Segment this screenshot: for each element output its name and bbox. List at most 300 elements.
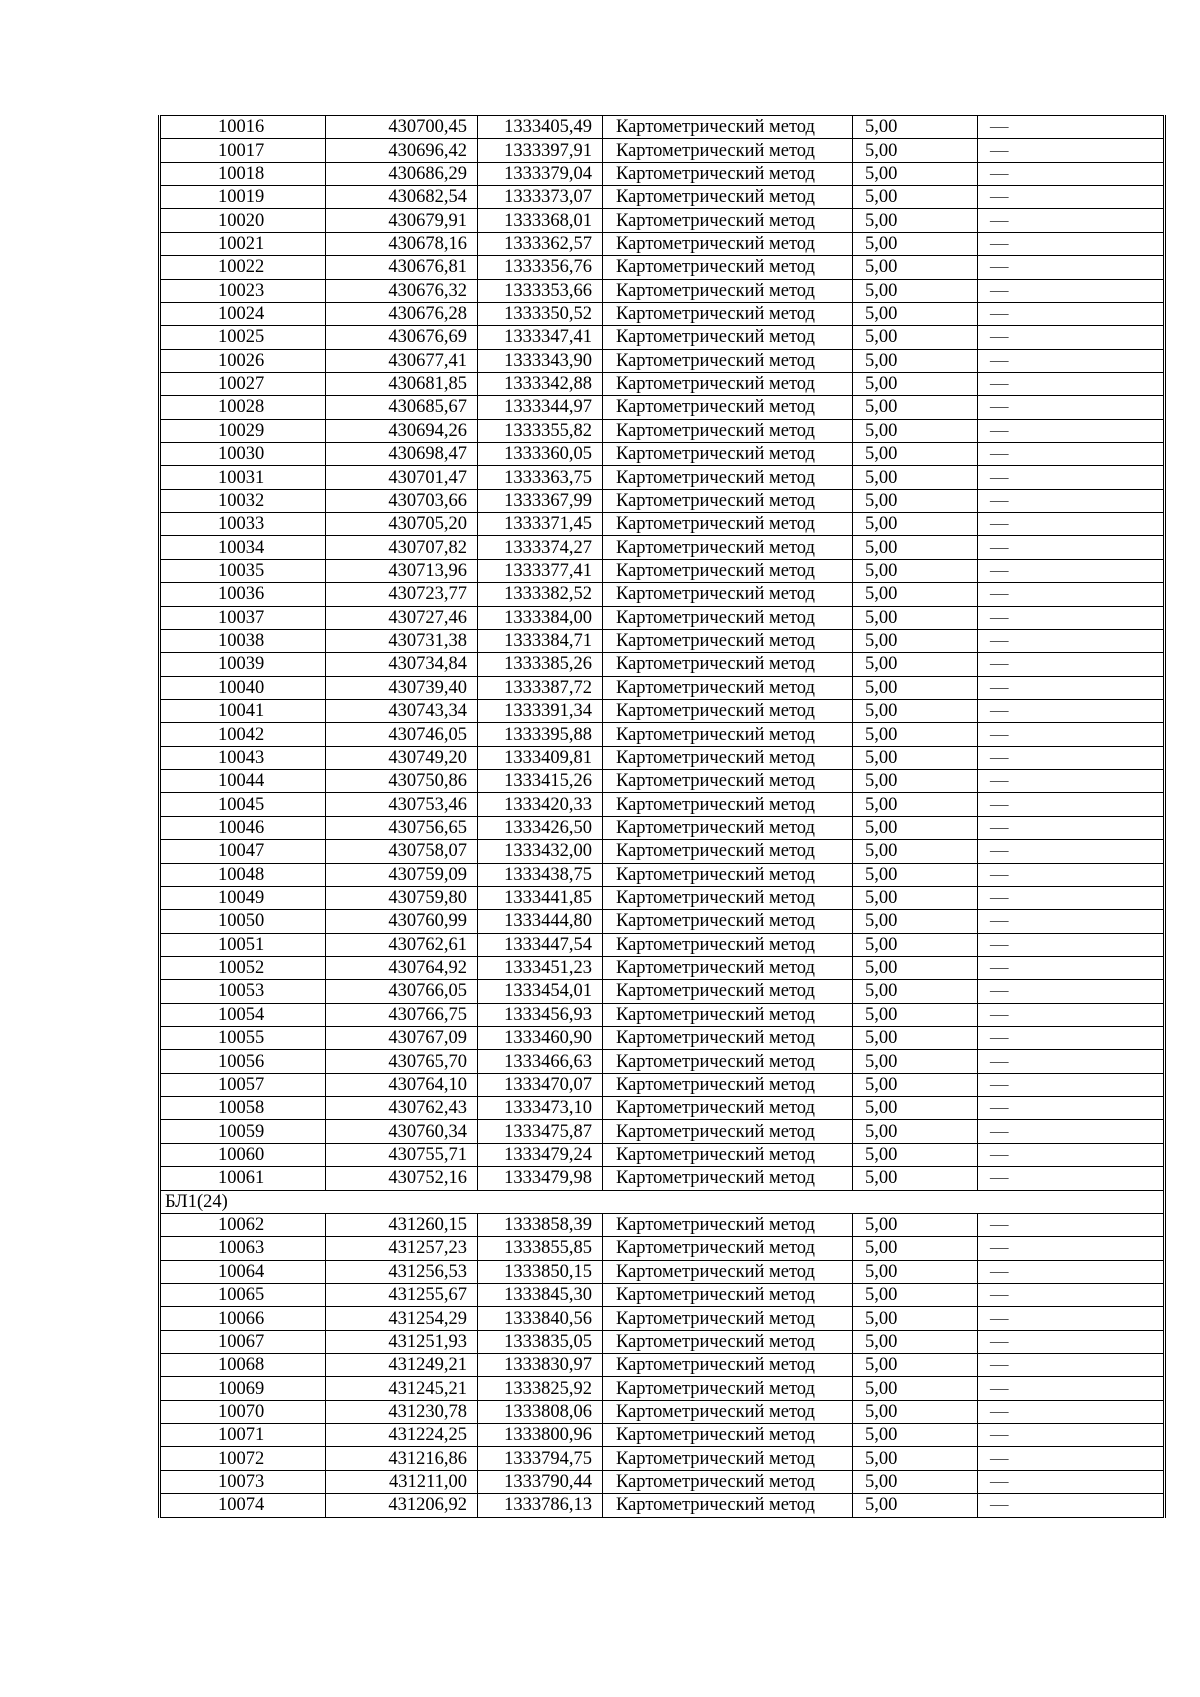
accuracy-cell: 5,00 [853,1050,978,1073]
method-cell: Картометрический метод [603,349,853,372]
y-coordinate-cell: 1333382,52 [478,583,603,606]
table-row [160,139,1165,162]
method-cell: Картометрический метод [603,1470,853,1493]
method-cell: Картометрический метод [603,162,853,185]
point-number-cell: 10062 [160,1213,326,1236]
table-row [160,933,1165,956]
section-title: БЛ1(24) [160,1190,1165,1213]
y-coordinate-cell: 1333855,85 [478,1237,603,1260]
point-number-cell: 10016 [160,116,326,139]
x-coordinate-cell: 430713,96 [326,559,478,582]
x-coordinate-cell: 430731,38 [326,629,478,652]
x-coordinate-cell: 430755,71 [326,1143,478,1166]
x-coordinate-cell: 430767,09 [326,1027,478,1050]
table-row [160,746,1165,769]
description-cell: — [978,1307,1165,1330]
description-cell: — [978,793,1165,816]
table-row [160,980,1165,1003]
y-coordinate-cell: 1333479,98 [478,1167,603,1190]
description-cell: — [978,840,1165,863]
y-coordinate-cell: 1333344,97 [478,396,603,419]
y-coordinate-cell: 1333347,41 [478,326,603,349]
y-coordinate-cell: 1333786,13 [478,1494,603,1517]
description-cell: — [978,419,1165,442]
description-cell: — [978,583,1165,606]
method-cell: Картометрический метод [603,933,853,956]
table-row [160,956,1165,979]
table-row [160,886,1165,909]
accuracy-cell: 5,00 [853,840,978,863]
y-coordinate-cell: 1333371,45 [478,513,603,536]
x-coordinate-cell: 431245,21 [326,1377,478,1400]
point-number-cell: 10067 [160,1330,326,1353]
y-coordinate-cell: 1333374,27 [478,536,603,559]
table-row [160,186,1165,209]
description-cell: — [978,1424,1165,1447]
section-header-row [160,1190,1165,1213]
table-row [160,536,1165,559]
y-coordinate-cell: 1333447,54 [478,933,603,956]
point-number-cell: 10017 [160,139,326,162]
accuracy-cell: 5,00 [853,162,978,185]
method-cell: Картометрический метод [603,653,853,676]
x-coordinate-cell: 430766,05 [326,980,478,1003]
accuracy-cell: 5,00 [853,1354,978,1377]
description-cell: — [978,606,1165,629]
y-coordinate-cell: 1333353,66 [478,279,603,302]
accuracy-cell: 5,00 [853,886,978,909]
method-cell: Картометрический метод [603,746,853,769]
table-row [160,162,1165,185]
accuracy-cell: 5,00 [853,139,978,162]
x-coordinate-cell: 430764,92 [326,956,478,979]
y-coordinate-cell: 1333454,01 [478,980,603,1003]
y-coordinate-cell: 1333395,88 [478,723,603,746]
table-row [160,723,1165,746]
method-cell: Картометрический метод [603,1003,853,1026]
x-coordinate-cell: 430698,47 [326,443,478,466]
method-cell: Картометрический метод [603,209,853,232]
table-row [160,1447,1165,1470]
point-number-cell: 10050 [160,910,326,933]
accuracy-cell: 5,00 [853,1307,978,1330]
y-coordinate-cell: 1333479,24 [478,1143,603,1166]
x-coordinate-cell: 430681,85 [326,372,478,395]
x-coordinate-cell: 430685,67 [326,396,478,419]
description-cell: — [978,232,1165,255]
accuracy-cell: 5,00 [853,1330,978,1353]
table-row [160,349,1165,372]
table-row [160,466,1165,489]
y-coordinate-cell: 1333456,93 [478,1003,603,1026]
point-number-cell: 10021 [160,232,326,255]
table-row [160,1470,1165,1493]
accuracy-cell: 5,00 [853,349,978,372]
y-coordinate-cell: 1333830,97 [478,1354,603,1377]
description-cell: — [978,139,1165,162]
point-number-cell: 10055 [160,1027,326,1050]
x-coordinate-cell: 430676,32 [326,279,478,302]
method-cell: Картометрический метод [603,1447,853,1470]
y-coordinate-cell: 1333432,00 [478,840,603,863]
point-number-cell: 10041 [160,699,326,722]
point-number-cell: 10047 [160,840,326,863]
table-row [160,1354,1165,1377]
method-cell: Картометрический метод [603,1073,853,1096]
x-coordinate-cell: 430749,20 [326,746,478,769]
description-cell: — [978,326,1165,349]
method-cell: Картометрический метод [603,723,853,746]
table-row [160,1073,1165,1096]
x-coordinate-cell: 430762,43 [326,1097,478,1120]
y-coordinate-cell: 1333850,15 [478,1260,603,1283]
accuracy-cell: 5,00 [853,1283,978,1306]
table-row [160,279,1165,302]
x-coordinate-cell: 430678,16 [326,232,478,255]
point-number-cell: 10053 [160,980,326,1003]
accuracy-cell: 5,00 [853,443,978,466]
point-number-cell: 10022 [160,256,326,279]
x-coordinate-cell: 430679,91 [326,209,478,232]
table-row [160,1097,1165,1120]
x-coordinate-cell: 430734,84 [326,653,478,676]
table-row [160,1027,1165,1050]
description-cell: — [978,933,1165,956]
point-number-cell: 10026 [160,349,326,372]
method-cell: Картометрический метод [603,863,853,886]
x-coordinate-cell: 430746,05 [326,723,478,746]
method-cell: Картометрический метод [603,1330,853,1353]
accuracy-cell: 5,00 [853,1494,978,1517]
accuracy-cell: 5,00 [853,1120,978,1143]
method-cell: Картометрический метод [603,186,853,209]
table-row [160,1167,1165,1190]
point-number-cell: 10061 [160,1167,326,1190]
method-cell: Картометрический метод [603,302,853,325]
description-cell: — [978,1073,1165,1096]
accuracy-cell: 5,00 [853,1447,978,1470]
point-number-cell: 10068 [160,1354,326,1377]
x-coordinate-cell: 430756,65 [326,816,478,839]
method-cell: Картометрический метод [603,816,853,839]
method-cell: Картометрический метод [603,443,853,466]
accuracy-cell: 5,00 [853,116,978,139]
accuracy-cell: 5,00 [853,279,978,302]
x-coordinate-cell: 430696,42 [326,139,478,162]
table-row [160,1494,1165,1517]
method-cell: Картометрический метод [603,1260,853,1283]
y-coordinate-cell: 1333385,26 [478,653,603,676]
point-number-cell: 10066 [160,1307,326,1330]
description-cell: — [978,513,1165,536]
description-cell: — [978,746,1165,769]
description-cell: — [978,1260,1165,1283]
description-cell: — [978,1470,1165,1493]
description-cell: — [978,1120,1165,1143]
table-row [160,513,1165,536]
table-row [160,232,1165,255]
x-coordinate-cell: 431251,93 [326,1330,478,1353]
table-row [160,1400,1165,1423]
method-cell: Картометрический метод [603,536,853,559]
table-row [160,559,1165,582]
accuracy-cell: 5,00 [853,1213,978,1236]
x-coordinate-cell: 430686,29 [326,162,478,185]
x-coordinate-cell: 430739,40 [326,676,478,699]
accuracy-cell: 5,00 [853,770,978,793]
table-row [160,1213,1165,1236]
description-cell: — [978,1050,1165,1073]
point-number-cell: 10020 [160,209,326,232]
accuracy-cell: 5,00 [853,256,978,279]
accuracy-cell: 5,00 [853,933,978,956]
table-body [160,116,1165,1518]
method-cell: Картометрический метод [603,1307,853,1330]
point-number-cell: 10045 [160,793,326,816]
method-cell: Картометрический метод [603,676,853,699]
method-cell: Картометрический метод [603,956,853,979]
table-row [160,1120,1165,1143]
point-number-cell: 10018 [160,162,326,185]
method-cell: Картометрический метод [603,629,853,652]
y-coordinate-cell: 1333350,52 [478,302,603,325]
method-cell: Картометрический метод [603,886,853,909]
accuracy-cell: 5,00 [853,1237,978,1260]
y-coordinate-cell: 1333342,88 [478,372,603,395]
method-cell: Картометрический метод [603,793,853,816]
method-cell: Картометрический метод [603,139,853,162]
description-cell: — [978,1283,1165,1306]
x-coordinate-cell: 430759,80 [326,886,478,909]
method-cell: Картометрический метод [603,1143,853,1166]
method-cell: Картометрический метод [603,770,853,793]
table-row [160,419,1165,442]
y-coordinate-cell: 1333444,80 [478,910,603,933]
method-cell: Картометрический метод [603,1424,853,1447]
description-cell: — [978,863,1165,886]
description-cell: — [978,559,1165,582]
method-cell: Картометрический метод [603,559,853,582]
point-number-cell: 10027 [160,372,326,395]
description-cell: — [978,1027,1165,1050]
description-cell: — [978,1167,1165,1190]
point-number-cell: 10054 [160,1003,326,1026]
table-row [160,910,1165,933]
accuracy-cell: 5,00 [853,910,978,933]
x-coordinate-cell: 430676,81 [326,256,478,279]
x-coordinate-cell: 430759,09 [326,863,478,886]
x-coordinate-cell: 430703,66 [326,489,478,512]
y-coordinate-cell: 1333415,26 [478,770,603,793]
method-cell: Картометрический метод [603,699,853,722]
x-coordinate-cell: 430723,77 [326,583,478,606]
point-number-cell: 10024 [160,302,326,325]
x-coordinate-cell: 430743,34 [326,699,478,722]
accuracy-cell: 5,00 [853,1400,978,1423]
accuracy-cell: 5,00 [853,653,978,676]
point-number-cell: 10039 [160,653,326,676]
y-coordinate-cell: 1333835,05 [478,1330,603,1353]
y-coordinate-cell: 1333362,57 [478,232,603,255]
description-cell: — [978,1237,1165,1260]
accuracy-cell: 5,00 [853,583,978,606]
y-coordinate-cell: 1333840,56 [478,1307,603,1330]
point-number-cell: 10025 [160,326,326,349]
y-coordinate-cell: 1333460,90 [478,1027,603,1050]
method-cell: Картометрический метод [603,1377,853,1400]
description-cell: — [978,162,1165,185]
method-cell: Картометрический метод [603,232,853,255]
method-cell: Картометрический метод [603,256,853,279]
point-number-cell: 10035 [160,559,326,582]
table-row [160,372,1165,395]
point-number-cell: 10058 [160,1097,326,1120]
point-number-cell: 10023 [160,279,326,302]
y-coordinate-cell: 1333466,63 [478,1050,603,1073]
accuracy-cell: 5,00 [853,372,978,395]
point-number-cell: 10070 [160,1400,326,1423]
description-cell: — [978,536,1165,559]
description-cell: — [978,956,1165,979]
description-cell: — [978,302,1165,325]
x-coordinate-cell: 430766,75 [326,1003,478,1026]
accuracy-cell: 5,00 [853,396,978,419]
y-coordinate-cell: 1333355,82 [478,419,603,442]
table-row [160,1260,1165,1283]
point-number-cell: 10072 [160,1447,326,1470]
point-number-cell: 10051 [160,933,326,956]
y-coordinate-cell: 1333384,71 [478,629,603,652]
point-number-cell: 10032 [160,489,326,512]
x-coordinate-cell: 430705,20 [326,513,478,536]
y-coordinate-cell: 1333438,75 [478,863,603,886]
method-cell: Картометрический метод [603,1120,853,1143]
accuracy-cell: 5,00 [853,863,978,886]
accuracy-cell: 5,00 [853,793,978,816]
table-row [160,653,1165,676]
table-row [160,863,1165,886]
accuracy-cell: 5,00 [853,419,978,442]
x-coordinate-cell: 430677,41 [326,349,478,372]
table-row [160,840,1165,863]
table-row [160,1424,1165,1447]
table-row [160,606,1165,629]
accuracy-cell: 5,00 [853,746,978,769]
table-row [160,1237,1165,1260]
point-number-cell: 10034 [160,536,326,559]
y-coordinate-cell: 1333845,30 [478,1283,603,1306]
table-row [160,1143,1165,1166]
point-number-cell: 10060 [160,1143,326,1166]
description-cell: — [978,186,1165,209]
description-cell: — [978,1097,1165,1120]
method-cell: Картометрический метод [603,513,853,536]
accuracy-cell: 5,00 [853,980,978,1003]
x-coordinate-cell: 430758,07 [326,840,478,863]
y-coordinate-cell: 1333473,10 [478,1097,603,1120]
accuracy-cell: 5,00 [853,1470,978,1493]
point-number-cell: 10040 [160,676,326,699]
accuracy-cell: 5,00 [853,1027,978,1050]
point-number-cell: 10030 [160,443,326,466]
y-coordinate-cell: 1333426,50 [478,816,603,839]
table-row [160,326,1165,349]
x-coordinate-cell: 431249,21 [326,1354,478,1377]
method-cell: Картометрический метод [603,840,853,863]
point-number-cell: 10064 [160,1260,326,1283]
description-cell: — [978,910,1165,933]
point-number-cell: 10031 [160,466,326,489]
x-coordinate-cell: 431257,23 [326,1237,478,1260]
y-coordinate-cell: 1333384,00 [478,606,603,629]
y-coordinate-cell: 1333367,99 [478,489,603,512]
method-cell: Картометрический метод [603,326,853,349]
x-coordinate-cell: 430727,46 [326,606,478,629]
method-cell: Картометрический метод [603,466,853,489]
method-cell: Картометрический метод [603,606,853,629]
x-coordinate-cell: 430707,82 [326,536,478,559]
point-number-cell: 10038 [160,629,326,652]
point-number-cell: 10044 [160,770,326,793]
description-cell: — [978,116,1165,139]
x-coordinate-cell: 430764,10 [326,1073,478,1096]
method-cell: Картометрический метод [603,116,853,139]
point-number-cell: 10056 [160,1050,326,1073]
description-cell: — [978,209,1165,232]
description-cell: — [978,1330,1165,1353]
description-cell: — [978,1377,1165,1400]
accuracy-cell: 5,00 [853,699,978,722]
method-cell: Картометрический метод [603,1213,853,1236]
description-cell: — [978,1003,1165,1026]
point-number-cell: 10065 [160,1283,326,1306]
table-row [160,1283,1165,1306]
accuracy-cell: 5,00 [853,629,978,652]
accuracy-cell: 5,00 [853,1260,978,1283]
point-number-cell: 10049 [160,886,326,909]
x-coordinate-cell: 430752,16 [326,1167,478,1190]
description-cell: — [978,816,1165,839]
x-coordinate-cell: 430762,61 [326,933,478,956]
accuracy-cell: 5,00 [853,1097,978,1120]
y-coordinate-cell: 1333387,72 [478,676,603,699]
table-row [160,1050,1165,1073]
accuracy-cell: 5,00 [853,1073,978,1096]
method-cell: Картометрический метод [603,396,853,419]
y-coordinate-cell: 1333397,91 [478,139,603,162]
accuracy-cell: 5,00 [853,209,978,232]
table-row [160,770,1165,793]
description-cell: — [978,886,1165,909]
x-coordinate-cell: 430750,86 [326,770,478,793]
y-coordinate-cell: 1333441,85 [478,886,603,909]
table-row [160,256,1165,279]
x-coordinate-cell: 430760,99 [326,910,478,933]
table-row [160,443,1165,466]
method-cell: Картометрический метод [603,372,853,395]
y-coordinate-cell: 1333470,07 [478,1073,603,1096]
description-cell: — [978,1213,1165,1236]
table-row [160,583,1165,606]
description-cell: — [978,1400,1165,1423]
y-coordinate-cell: 1333800,96 [478,1424,603,1447]
y-coordinate-cell: 1333409,81 [478,746,603,769]
y-coordinate-cell: 1333451,23 [478,956,603,979]
x-coordinate-cell: 430682,54 [326,186,478,209]
accuracy-cell: 5,00 [853,606,978,629]
x-coordinate-cell: 431256,53 [326,1260,478,1283]
method-cell: Картометрический метод [603,279,853,302]
